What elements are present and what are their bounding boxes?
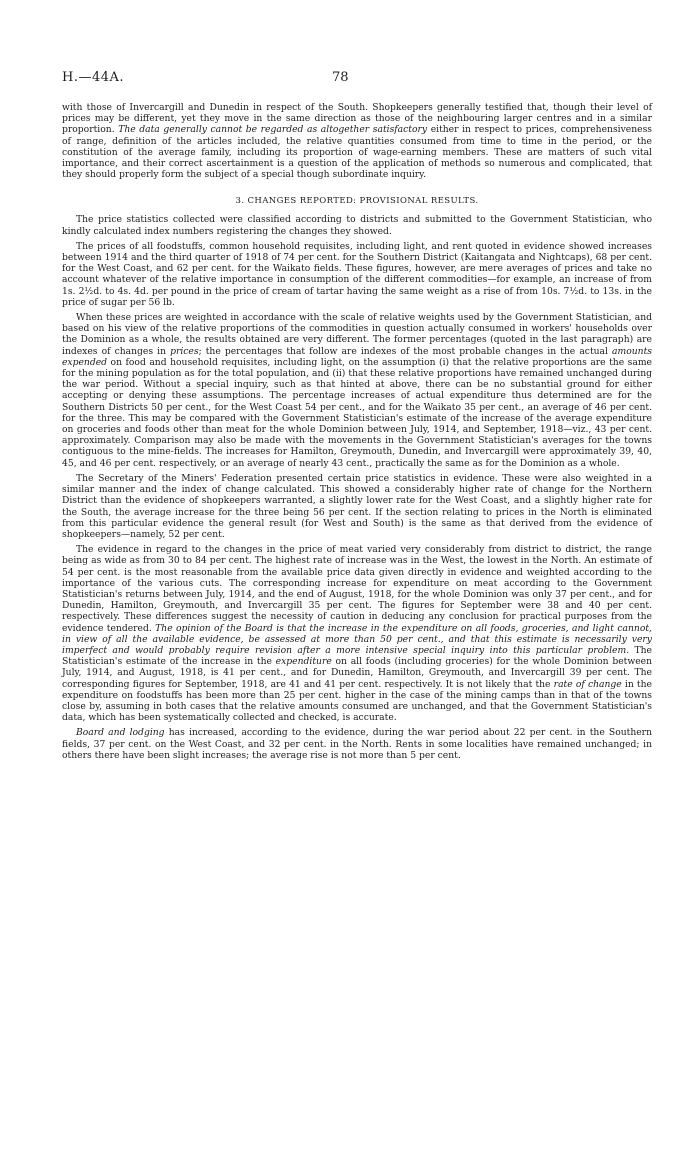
text-run: on all foods (including groceries) for the whole Dominion between July, 1914, and August, 1918, is 41 per cent., and for Dunedin, Hamilton, Greymouth, and Invercargill 39 per cent. The corresponding figures for September, 1918, are 41 and 41 per cent. respectively. It is not likely that the (62, 656, 652, 690)
text-run: When these prices are weighted in accordance with the scale of relative weights used by the Government Statistician, and based on his view of the relative proportions of the commodities in question actually consumed in workers' households over the Dominion as a whole, the results obtained are very different. The former percentages (quoted in the last paragraph) are indexes of changes in (62, 312, 652, 357)
paragraph (62, 544, 652, 723)
text-run: has increased, according to the evidence, during the war period about 22 per cent. in the Southern fields, 37 per cent. on the West Coast, and 32 per cent. in the North. Rents in some localities have remained unchanged; in others there have been slight increases; the average rise is not more than 5 per cent. (62, 727, 652, 761)
page-header (62, 70, 652, 90)
paragraph-continued (62, 102, 652, 180)
document-reference: H.—44A. (62, 70, 125, 85)
italic-text: amounts expended (62, 345, 653, 368)
text-run: The evidence in regard to the changes in the price of meat varied very considerably from district to district, the range being as wide as from 30 to 84 per cent. The highest rate of increase was in the West, the lowest in the North. An estimate of 54 per cent. is the most reasonable from the available price data given directly in evidence and weighted according to the importance of the various cuts. The corresponding increase for expenditure on meat according to the Government Statistician's returns between July, 1914, and the end of August, 1918, for the whole Dominion was only 37 per cent., and for Dunedin, Hamilton, Greymouth, and Invercargill 35 per cent. The figures for September were 38 and 40 per cent. respectively. These differences suggest the necessity of caution in deducing any conclusion for practical purposes from the evidence tendered. (62, 544, 652, 634)
section-heading: 3. CHANGES REPORTED: PROVISIONAL RESULTS. (235, 196, 479, 207)
italic-text: expenditure (275, 656, 332, 668)
text-run: in the expenditure on foodstuffs has been more than 25 per cent. higher in the case of the mining camps than in that of the towns close by, assuming in both cases that the relative amounts consumed are unchanged, and that the Government Statistician's data, which has been systematically collected and checked, is accurate. (62, 678, 652, 724)
page-number: 78 (332, 70, 349, 85)
paragraph: The Secretary of the Miners' Federation presented certain price statistics in evidence. These were also weighted in a similar manner and the index of change calculated. This showed a considerably higher rate of change for the Northern District than the evidence of shopkeepers warranted, a slightly lower rate for the West Coast, and a slightly higher rate for the South, the average increase for the three being 56 per cent. If the section relating to prices in the North is eliminated from this particular evidence the general result (for West and South) is the same as that derived from the evidence of shopkeepers—namely, 52 per cent. (62, 472, 652, 540)
italic-text: prices (170, 345, 199, 357)
paragraph: The prices of all foodstuffs, common household requisites, including light, and rent quoted in evidence showed increases between 1914 and the third quarter of 1918 of 74 per cent. for the Southern District (Kaitangata and Nightcaps), 68 per cent. for the West Coast, and 62 per cent. for the Waikato fields. These figures, however, are mere averages of prices and take no account whatever of the relative importance in consumption of the different commodities—for example, an increase of from 1s. 2½d. to 4s. 4d. per pound in the price of cream of tartar having the same weight as a rise of from 10s. 7½d. to 13s. in the price of sugar per 56 lb. (62, 240, 652, 308)
text-run: with those of Invercargill and Dunedin in respect of the South. Shopkeepers generally testified that, though their level of prices may be different, yet they move in the same direction as those of the neighbouring larger centres and in a similar proportion. (62, 102, 652, 136)
italic-text: The opinion of the Board is that the increase in the expenditure on all foods, groceries, and light cannot, in view of all the available evidence, be assessed at more than 50 per cent., and that this estimate is necessarily very imperfect and would probably require revision after a more intensive special inquiry into this particular problem. (62, 622, 652, 656)
text-run: either in respect to prices, comprehensiveness of range, definition of the articles included, the relative quantities consumed from time to time in the period, or the constitution of the average family, including its proportion of wage-earning members. These are matters of such vital importance, and their correct ascertainment is a question of the application of methods so numerous and complicated, that they should properly form the subject of a special though subordinate inquiry. (62, 124, 653, 181)
paragraph (62, 312, 652, 469)
document-body (62, 102, 652, 765)
italic-text: The data generally cannot be regarded as altogether satisfactory (118, 124, 428, 136)
italic-text: rate of change (553, 678, 622, 690)
paragraph (62, 727, 652, 761)
italic-text: Board and lodging (76, 727, 165, 739)
paragraph: The price statistics collected were classified according to districts and submitted to the Government Statistician, who kindly calculated index numbers registering the changes they showed. (62, 214, 652, 237)
text-run: on food and household requisites, including light, on the assumption (i) that the relative proportions are the same for the mining population as for the total population, and (ii) that these relative proportions have remained unchanged during the war period. Without a special inquiry, such as that hinted at above, there can be no substantial ground for either accepting or denying these assumptions. The percentage increases of actual expenditure thus determined are for the Southern Districts 50 per cent., for the West Coast 54 per cent., and for the Waikato 35 per cent., an average of 46 per cent. for the three. This may be compared with the Government Statistician's estimate of the increase of the average expenditure on groceries and foods other than meat for the whole Dominion between July, 1914, and September, 1918—viz., 43 per cent. approximately. Comparison may also be made with the movements in the Government Statistician's averages for the towns contiguous to the mine-fields. The increases for Hamilton, Greymouth, Dunedin, and Invercargill were approximately 39, 40, 45, and 46 per cent. respectively, or an average of nearly 43 cent., practically the same as for the Dominion as a whole. (62, 356, 652, 469)
text-run: ; the percentages that follow are indexes of the most probable changes in the actual (198, 345, 613, 357)
text-run: The Statistician's estimate of the increase in the (62, 644, 652, 668)
